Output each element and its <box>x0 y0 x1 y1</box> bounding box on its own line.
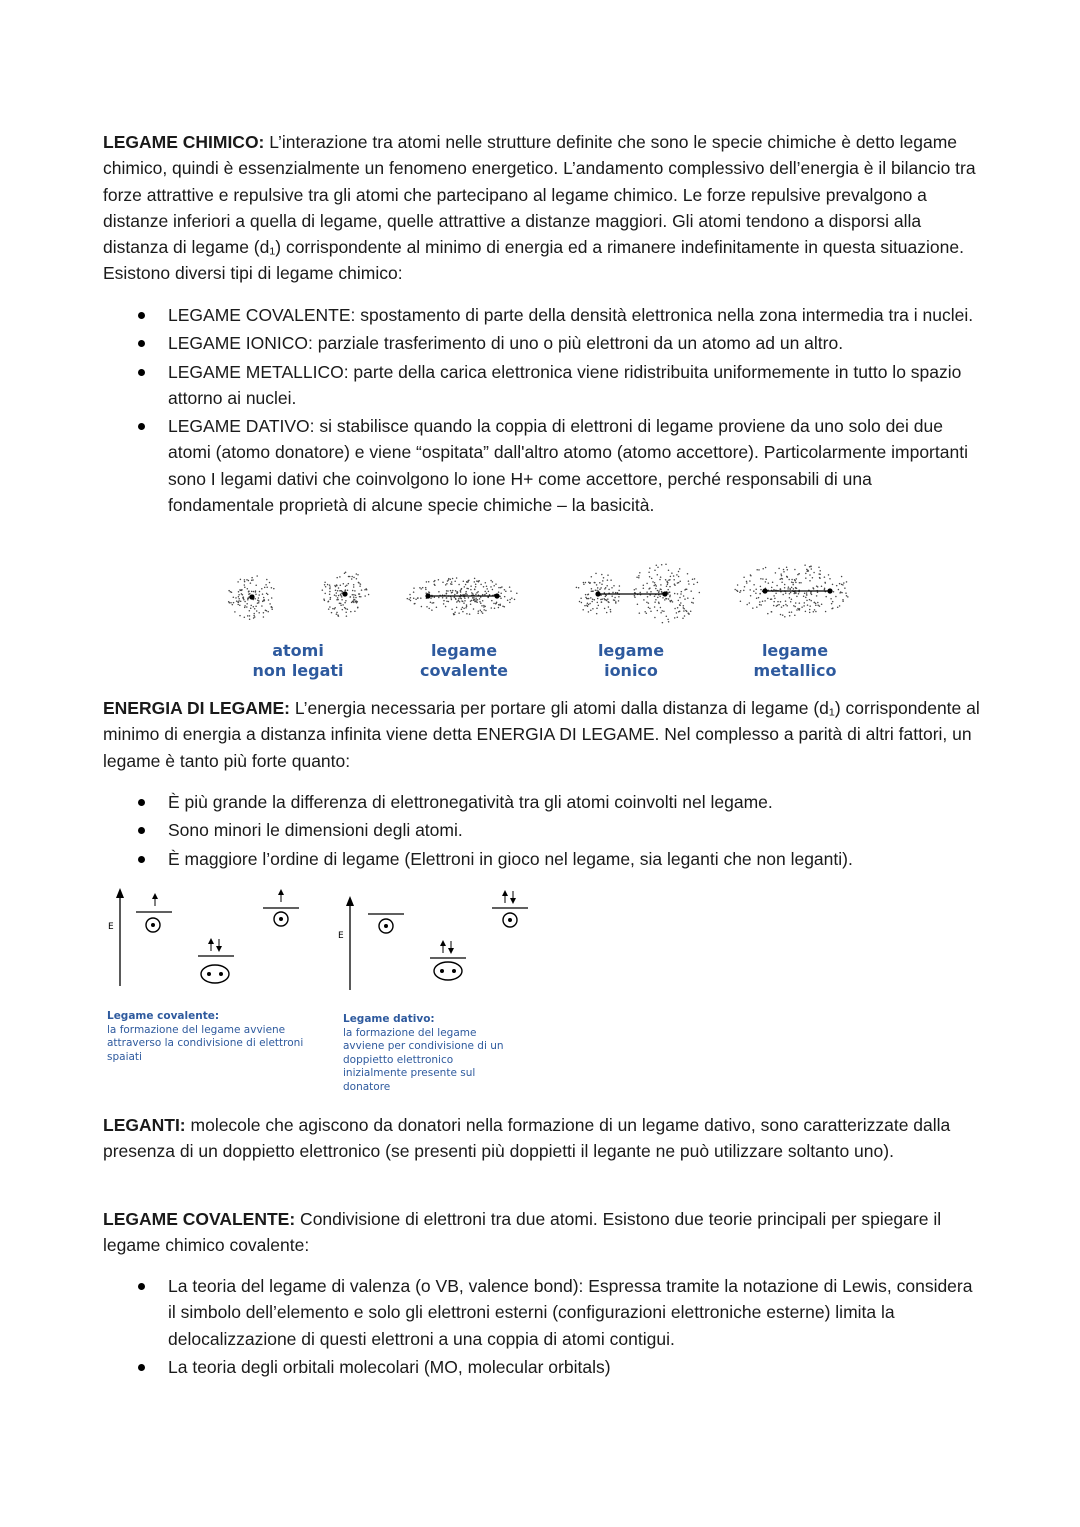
nucleus <box>662 591 667 596</box>
list-item: LEGAME IONICO: parziale trasferimento di uno o più elettroni da un atomo ad un altro. <box>168 330 978 356</box>
orbital-paired-upper <box>492 890 528 927</box>
energy-axis-label: E <box>108 922 114 932</box>
list-bond-types <box>168 302 978 520</box>
label-atomi-non-legati: atomi non legati <box>252 641 344 680</box>
heading-legame-covalente: LEGAME COVALENTE: <box>103 1209 296 1229</box>
orbital-empty-acceptor <box>368 914 404 933</box>
list-item: LEGAME COVALENTE: spostamento di parte della densità elettronica nella zona intermedia tra i nuclei. <box>168 302 978 328</box>
list-item: LEGAME DATIVO: si stabilisce quando la coppia di elettroni di legame proviene da uno solo dei due atomi (atomo donatore) e viene “ospitata” dall'altro atomo (atomo accettore). Particolarmente importanti sono I legami dativi che coinvolgono lo ione H+ come accettore, perché responsabili di una fondamentale proprietà di alcune specie chimiche – la basicità. <box>168 413 978 518</box>
heading-energia-di-legame: ENERGIA DI LEGAME: <box>103 698 290 718</box>
text-energia-di-legame: L’energia necessaria per portare gli atomi dalla distanza di legame (d₁) corrispondente al minimo di energia a distanza infinita viene detta ENERGIA DI LEGAME. Nel complesso a parità di altri fattori, un legame è tanto più forte quanto: <box>103 698 980 771</box>
caption-legame-covalente: Legame covalente: la formazione del legame avviene attraverso la condivisione di elettroni spaiati <box>107 1010 304 1063</box>
bond-types-figure <box>0 558 1080 638</box>
paragraph-leganti <box>103 1112 983 1165</box>
nucleus <box>342 591 347 596</box>
dative-diagram <box>338 890 528 990</box>
list-item: È maggiore l’ordine di legame (Elettroni in gioco nel legame, sia leganti che non leganti). <box>168 846 978 872</box>
text-legame-chimico: L’interazione tra atomi nelle strutture definite che sono le specie chimiche è detto legame chimico, quindi è essenzialmente un fenomeno energetico. L’andamento complessivo dell’energia è il bilancio tra forze attrattive e repulsive tra gli atomi che partecipano al legame chimico. Le forze repulsive prevalgono a distanze inferiori a quella di legame, quelle attrattive a distanze maggiori. Gli atomi tendono a disporsi alla distanza di legame (d₁) corrispondente al minimo di energia ed a rimanere indefinitamente in questa situazione. Esistono diversi tipi di legame chimico: <box>103 132 976 284</box>
list-item: Sono minori le dimensioni degli atomi. <box>168 817 978 843</box>
text-legame-covalente: Condivisione di elettroni tra due atomi. Esistono due teorie principali per spiegare il legame chimico covalente: <box>103 1209 942 1256</box>
label-legame-ionico: legame ionico <box>597 641 665 680</box>
paragraph-legame-chimico <box>103 129 983 287</box>
energy-axis-arrow <box>116 888 124 898</box>
nucleus <box>762 588 767 593</box>
nucleus <box>425 593 430 598</box>
list-bond-strength <box>168 789 978 874</box>
orbital-energy-diagram <box>0 882 1080 992</box>
nucleus <box>827 588 832 593</box>
heading-leganti: LEGANTI: <box>103 1115 186 1135</box>
energy-axis-arrow <box>346 896 354 906</box>
heading-legame-chimico: LEGAME CHIMICO: <box>103 132 265 152</box>
label-legame-metallico: legame metallico <box>753 641 837 680</box>
paragraph-legame-covalente <box>103 1206 983 1259</box>
orbital-paired-donor <box>430 940 466 980</box>
list-covalent-theories <box>168 1273 978 1382</box>
list-item: LEGAME METALLICO: parte della carica elettronica viene ridistribuita uniformemente in tutto lo spazio attorno ai nuclei. <box>168 359 978 412</box>
orbital-unpaired-left <box>136 893 172 932</box>
nucleus <box>249 594 254 599</box>
list-item: È più grande la differenza di elettronegatività tra gli atomi coinvolti nel legame. <box>168 789 978 815</box>
label-legame-covalente: legame covalente <box>420 641 508 680</box>
list-item: La teoria del legame di valenza (o VB, valence bond): Espressa tramite la notazione di Lewis, considera il simbolo dell’elemento e solo gli elettroni esterni (configurazioni elettroniche esterne) limita la delocalizzazione di questi elettroni a una coppia di atomi contigui. <box>168 1273 978 1352</box>
caption-legame-dativo: Legame dativo: la formazione del legame avviene per condivisione di un doppietto elettronico inizialmente presente sul donatore <box>343 1013 504 1093</box>
list-item: La teoria degli orbitali molecolari (MO, molecular orbitals) <box>168 1354 978 1380</box>
orbital-paired-lower <box>198 938 234 983</box>
paragraph-energia-di-legame <box>103 695 983 774</box>
orbital-unpaired-right <box>263 889 299 926</box>
nucleus <box>595 591 600 596</box>
text-leganti: molecole che agiscono da donatori nella formazione di un legame dativo, sono caratterizzate dalla presenza di un doppietto elettronico (se presenti più doppietti il legante ne può utilizzare soltanto uno). <box>103 1115 951 1162</box>
covalent-diagram <box>108 888 299 986</box>
nucleus <box>494 593 499 598</box>
energy-axis-label: E <box>338 931 344 941</box>
